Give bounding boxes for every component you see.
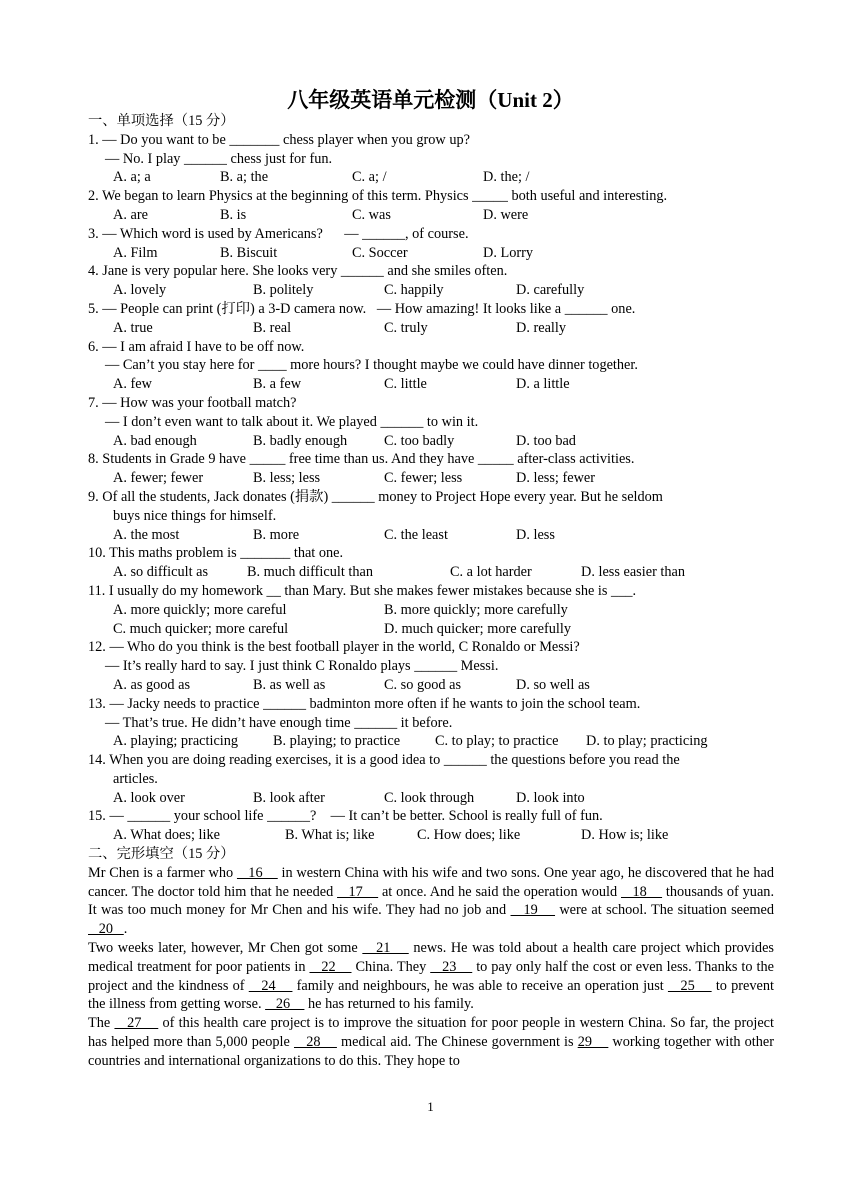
cloze-blank-19: 19 — [510, 902, 556, 919]
option-b: B. real — [253, 319, 292, 336]
question-stem-cont: — I don’t even want to talk about it. We played ______ to win it. — [105, 413, 479, 430]
option-row — [88, 826, 774, 845]
option-d: D. less; fewer — [516, 470, 596, 487]
question-stem-cont: — It’s really hard to say. I just think C Ronaldo plays ______ Messi. — [105, 658, 499, 675]
section-heading: 一、单项选择（15 分） — [88, 113, 235, 129]
option-b: B. as well as — [253, 676, 326, 693]
cloze-paragraph — [88, 1014, 774, 1070]
question-stem: 5. — People can print (打印) a 3-D camera now. — How amazing! It looks like a ______ one. — [88, 300, 636, 317]
question-stem-cont: articles. — [113, 770, 158, 787]
option-d: D. How is; like — [581, 827, 669, 844]
option-d: D. were — [483, 206, 529, 223]
option-a: A. Film — [113, 244, 158, 261]
option-a: A. playing; practicing — [113, 733, 239, 750]
cloze-text: news. He was told about a health care project which provides medical treatment for poor patients in — [88, 940, 774, 975]
cloze-text: were at school. The situation seemed — [555, 902, 774, 919]
cloze-paragraph — [88, 939, 774, 1014]
cloze-blank-20: 20 — [88, 921, 124, 938]
option-d: D. less — [516, 526, 555, 543]
option-c: C. the least — [384, 526, 448, 543]
option-c: C. How does; like — [417, 827, 521, 844]
cloze-blank-17: 17 — [337, 883, 379, 900]
option-d: D. look into — [516, 789, 585, 806]
option-b: B. playing; to practice — [273, 733, 401, 750]
option-row — [88, 676, 774, 695]
cloze-text: to prevent the illness from getting worse. — [88, 977, 775, 1013]
cloze-blank-25: 25 — [667, 977, 712, 994]
cloze-blank-26: 26 — [265, 996, 305, 1013]
option-row — [88, 206, 774, 225]
question-stem: 8. Students in Grade 9 have _____ free time than us. And they have _____ after-class activities. — [88, 451, 635, 468]
cloze-blank-22: 22 — [309, 958, 352, 975]
option-c: C. little — [384, 376, 427, 393]
option-d: D. carefully — [516, 282, 585, 299]
question-stem: 1. — Do you want to be _______ chess player when you grow up? — [88, 131, 470, 148]
option-c: C. Soccer — [352, 244, 408, 261]
cloze-blank-27: 27 — [114, 1015, 159, 1032]
option-b: B. less; less — [253, 470, 321, 487]
option-a: A. look over — [113, 789, 185, 806]
option-a: A. lovely — [113, 282, 167, 299]
option-row — [88, 469, 774, 488]
option-row — [88, 620, 774, 639]
option-d: D. too bad — [516, 432, 576, 449]
option-b: B. What is; like — [285, 827, 375, 844]
question-stem: 12. — Who do you think is the best football player in the world, C Ronaldo or Messi? — [88, 639, 580, 656]
cloze-blank-18: 18 — [621, 883, 663, 900]
option-row — [88, 732, 774, 751]
cloze-paragraph — [88, 864, 774, 939]
question-stem: 2. We began to learn Physics at the beginning of this term. Physics _____ both useful and interesting. — [88, 188, 668, 205]
question-stem: 15. — ______ your school life ______? — It can’t be better. School is really full of fun. — [88, 808, 603, 825]
option-b: B. a; the — [220, 169, 269, 186]
cloze-text: China. They — [351, 958, 431, 975]
cloze-blank-29: 29 — [577, 1034, 609, 1051]
cloze-text: . — [123, 921, 128, 938]
option-a: A. What does; like — [113, 827, 220, 844]
option-b: B. badly enough — [253, 432, 348, 449]
cloze-text: of this health care project is to improve the situation for poor people in western China. So far, the project has helped more than 5,000 people — [88, 1015, 774, 1051]
page-title: 八年级英语单元检测（Unit 2） — [287, 88, 574, 112]
option-c: C. happily — [384, 282, 444, 299]
page-number: 1 — [427, 1099, 434, 1114]
question-stem: 7. — How was your football match? — [88, 394, 297, 411]
question-stem-cont: buys nice things for himself. — [113, 507, 277, 524]
option-b: B. more quickly; more carefully — [384, 601, 568, 618]
option-row — [88, 789, 774, 808]
option-row — [88, 526, 774, 545]
option-b: B. more — [253, 526, 300, 543]
option-row — [88, 168, 774, 187]
option-a: A. fewer; fewer — [113, 470, 204, 487]
cloze-text: thousands of yuan. It was too much money for Mr Chen and his wife. They had no job and — [88, 883, 775, 919]
question-stem: 9. Of all the students, Jack donates (捐款) ______ money to Project Hope every year. But he seldom — [88, 488, 663, 505]
option-b: B. politely — [253, 282, 314, 299]
option-c: C. fewer; less — [384, 470, 463, 487]
option-d: D. so well as — [516, 676, 590, 693]
option-d: D. really — [516, 319, 567, 336]
option-c: C. a lot harder — [450, 564, 532, 581]
cloze-text: Mr Chen is a farmer who — [88, 864, 237, 881]
option-d: D. much quicker; more carefully — [384, 620, 571, 637]
option-a: A. true — [113, 319, 153, 336]
cloze-blank-24: 24 — [248, 977, 293, 994]
option-c: C. look through — [384, 789, 475, 806]
option-b: B. much difficult than — [247, 564, 374, 581]
question-stem: 13. — Jacky needs to practice ______ badminton more often if he wants to join the school team. — [88, 695, 641, 712]
option-a: A. are — [113, 206, 148, 223]
cloze-text: Two weeks later, however, Mr Chen got some — [88, 940, 363, 957]
option-c: C. a; / — [352, 169, 387, 186]
cloze-text: at once. And he said the operation would — [378, 883, 621, 900]
section-heading: 二、完形填空（15 分） — [88, 846, 235, 863]
question-stem: 4. Jane is very popular here. She looks very ______ and she smiles often. — [88, 263, 508, 280]
option-b: B. look after — [253, 789, 325, 806]
option-d: D. to play; practicing — [586, 733, 708, 750]
option-d: D. less easier than — [581, 564, 686, 581]
option-c: C. was — [352, 206, 391, 223]
option-row — [88, 319, 774, 338]
question-stem: 10. This maths problem is _______ that one. — [88, 545, 344, 562]
option-a: A. a; a — [113, 169, 151, 186]
option-d: D. a little — [516, 376, 570, 393]
question-stem: 14. When you are doing reading exercises, it is a good idea to ______ the questions before you read the — [88, 752, 680, 769]
option-a: A. more quickly; more careful — [113, 601, 287, 618]
cloze-text: The — [88, 1015, 115, 1032]
option-a: A. bad enough — [113, 432, 197, 449]
option-a: A. the most — [113, 526, 180, 543]
cloze-text: medical aid. The Chinese government is — [336, 1034, 578, 1051]
option-b: B. a few — [253, 376, 302, 393]
cloze-text: working together with other countries and international organizations to do this. They hope to — [88, 1034, 774, 1069]
option-c: C. too badly — [384, 432, 455, 449]
question-stem-cont: — No. I play ______ chess just for fun. — [105, 150, 333, 167]
option-row — [88, 601, 774, 620]
option-a: A. so difficult as — [113, 564, 209, 581]
question-stem-cont: — Can’t you stay here for ____ more hours? I thought maybe we could have dinner together. — [105, 357, 638, 374]
option-row — [88, 563, 774, 582]
option-b: B. is — [220, 206, 247, 223]
option-c: C. to play; to practice — [435, 733, 559, 750]
question-stem: 11. I usually do my homework __ than Mary. But she makes fewer mistakes because she is ___. — [88, 582, 637, 599]
option-d: D. the; / — [483, 169, 530, 186]
cloze-blank-16: 16 — [236, 864, 278, 881]
option-c: C. so good as — [384, 676, 462, 693]
cloze-blank-21: 21 — [362, 940, 409, 957]
option-row — [88, 244, 774, 263]
cloze-blank-23: 23 — [430, 958, 473, 975]
cloze-text: he has returned to his family. — [304, 996, 474, 1013]
cloze-text: in western China with his wife and two sons. One year ago, he discovered that he had cancer. The doctor told him that he needed — [88, 864, 774, 900]
question-stem-cont: — That’s true. He didn’t have enough time ______ it before. — [105, 714, 453, 731]
option-row — [88, 432, 774, 451]
option-c: C. truly — [384, 319, 428, 336]
option-row — [88, 281, 774, 300]
document-body — [88, 112, 774, 1071]
option-b: B. Biscuit — [220, 244, 278, 261]
cloze-blank-28: 28 — [293, 1034, 337, 1051]
option-a: A. as good as — [113, 676, 191, 693]
option-a: A. few — [113, 376, 152, 393]
cloze-text: to pay only half the cost or even less. Thanks to the project and the kindness of — [88, 958, 774, 994]
option-d: D. Lorry — [483, 244, 534, 261]
cloze-text: family and neighbours, he was able to receive an operation just — [292, 977, 668, 994]
option-row — [88, 375, 774, 394]
option-c: C. much quicker; more careful — [113, 620, 289, 637]
question-stem: 3. — Which word is used by Americans? — ______, of course. — [88, 225, 469, 242]
question-stem: 6. — I am afraid I have to be off now. — [88, 338, 305, 355]
